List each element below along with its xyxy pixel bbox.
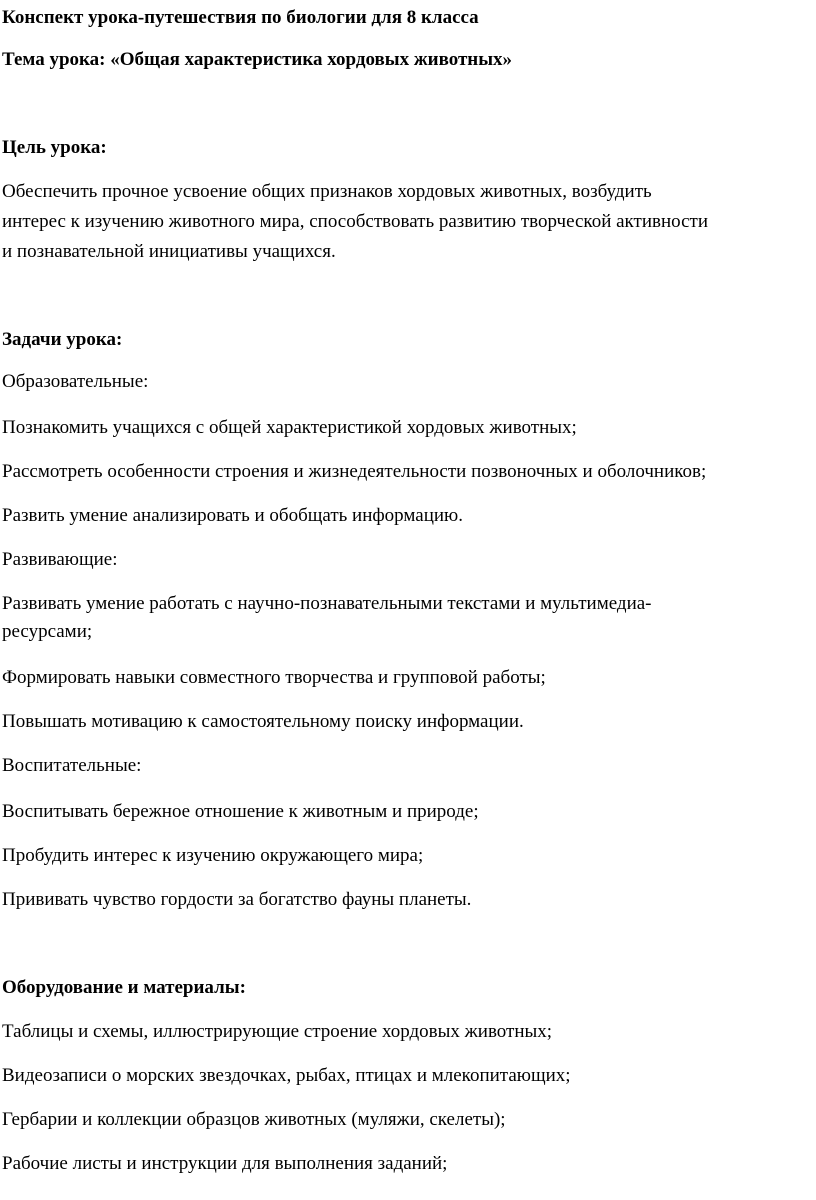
list-item: Таблицы и схемы, иллюстрирующие строение хордовых животных; xyxy=(2,1021,553,1042)
lesson-topic: Тема урока: «Общая характеристика хордовых животных» xyxy=(2,49,513,70)
list-item: Пробудить интерес к изучению окружающего мира; xyxy=(2,845,424,866)
educational-label: Образовательные: xyxy=(2,371,149,392)
list-item: Гербарии и коллекции образцов животных (муляжи, скелеты); xyxy=(2,1109,506,1130)
list-item: Воспитывать бережное отношение к животным и природе; xyxy=(2,801,479,822)
goal-text-line: Обеспечить прочное усвоение общих признаков хордовых животных, возбудить xyxy=(2,181,652,202)
document-title: Конспект урока-путешествия по биологии для 8 класса xyxy=(2,7,479,28)
goal-text-line: и познавательной инициативы учащихся. xyxy=(2,241,336,262)
list-item: Развивать умение работать с научно-познавательными текстами и мультимедиа- xyxy=(2,593,652,614)
upbringing-label: Воспитательные: xyxy=(2,755,142,776)
list-item: Рабочие листы и инструкции для выполнения заданий; xyxy=(2,1153,448,1174)
list-item: Развить умение анализировать и обобщать информацию. xyxy=(2,505,464,526)
list-item: Познакомить учащихся с общей характеристикой хордовых животных; xyxy=(2,417,577,438)
list-item: Видеозаписи о морских звездочках, рыбах, птицах и млекопитающих; xyxy=(2,1065,571,1086)
goal-heading: Цель урока: xyxy=(2,137,107,158)
list-item: Прививать чувство гордости за богатство фауны планеты. xyxy=(2,889,472,910)
tasks-heading: Задачи урока: xyxy=(2,329,123,350)
list-item: Формировать навыки совместного творчества и групповой работы; xyxy=(2,667,546,688)
equipment-heading: Оборудование и материалы: xyxy=(2,977,246,998)
developing-label: Развивающие: xyxy=(2,549,118,570)
list-item: Повышать мотивацию к самостоятельному поиску информации. xyxy=(2,711,524,732)
list-item: ресурсами; xyxy=(2,621,93,642)
goal-text-line: интерес к изучению животного мира, способствовать развитию творческой активности xyxy=(2,211,709,232)
list-item: Рассмотреть особенности строения и жизнедеятельности позвоночных и оболочников; xyxy=(2,461,707,482)
